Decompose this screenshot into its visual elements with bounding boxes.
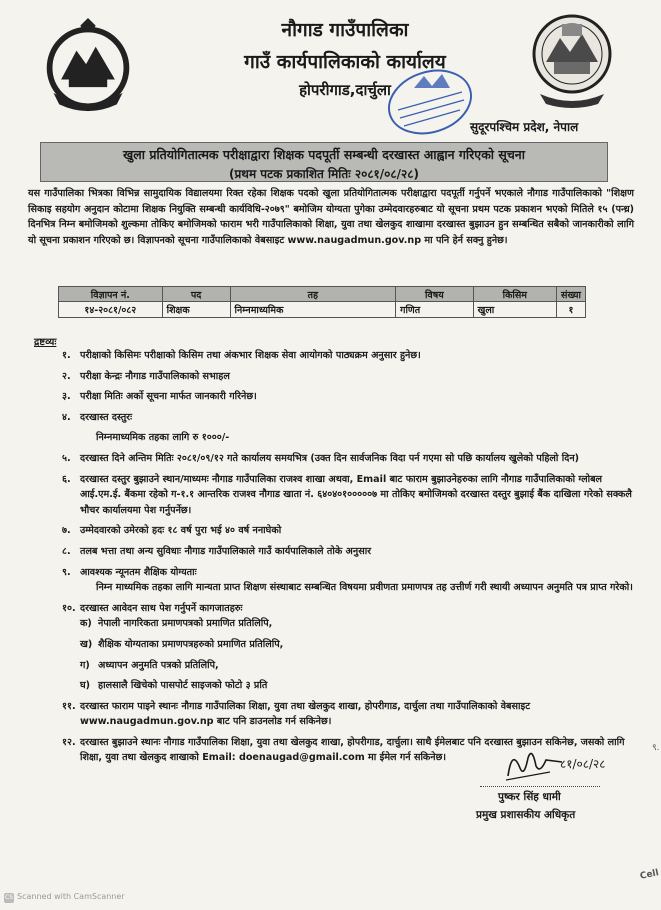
document-item: ख) शैक्षिक योग्यताका प्रमाणपत्रहरुको प्रमाणित प्रतिलिपि, (80, 638, 284, 650)
list-item (36, 544, 636, 560)
document-item: क) नेपाली नागरिकता प्रमाणपत्रको प्रमाणित प्रतिलिपि, (80, 618, 273, 630)
municipality-logo (530, 12, 614, 108)
document-item: ग) अध्यापन अनुमति पत्रको प्रतिलिपि, (80, 659, 219, 671)
province-label: सुदूरपश्चिम प्रदेश, नेपाल (470, 120, 579, 134)
notes-list (36, 348, 636, 766)
office-name: नौगाड गाउँपालिका (281, 19, 409, 41)
signatory-name: पुष्कर सिंह धामी (498, 791, 561, 803)
nepal-emblem-logo (40, 18, 136, 114)
vacancy-table (58, 286, 586, 318)
col-header: किसिम (473, 287, 556, 302)
item-number: ६. (62, 473, 71, 485)
col-header: पद (162, 287, 230, 302)
signatory-title: प्रमुख प्रशासकीय अधिकृत (476, 809, 576, 821)
table-cell: १४-२०८१/०८२ (59, 302, 163, 318)
item-text: आवश्यक न्यूनतम शैक्षिक योग्यताः (80, 566, 197, 578)
col-header: विज्ञापन नं. (59, 287, 163, 302)
item-text: दरखास्त दिने अन्तिम मितिः २०८१/०९/१२ गते कार्यालय समयभित्र (उक्त दिन सार्वजनिक विदा पर्न गएमा सो पछि कार्यालय खुलेको पहिलो दिन) (80, 452, 580, 464)
table-cell: निम्नमाध्यमिक (230, 302, 396, 318)
list-item (36, 565, 636, 581)
list-item (36, 472, 636, 519)
item-number: ९. (62, 566, 71, 578)
item-number: ८. (62, 545, 71, 557)
item-text: दरखास्त दस्तुरः (80, 411, 133, 423)
table-header-row (59, 287, 586, 302)
table-cell: गणित (396, 302, 473, 318)
table-cell: शिक्षक (162, 302, 230, 318)
item-number: ३. (62, 391, 71, 403)
list-item (36, 369, 636, 385)
notes-heading: द्रष्टव्यः (34, 337, 57, 348)
item-number: ७. (62, 525, 71, 537)
item-number: १०. (62, 602, 76, 614)
item-text: दरखास्त आवेदन साथ पेश गर्नुपर्ने कागजातहरुः (80, 602, 243, 614)
item-text: उम्मेदवारको उमेरको हदः १८ वर्ष पुरा भई ४० वर्ष ननाघेको (80, 525, 282, 537)
corner-text: Cell (639, 868, 660, 882)
notice-banner (40, 142, 608, 182)
margin-mark: ९. (652, 743, 660, 753)
table-cell: १ (557, 302, 586, 318)
item-number: २. (62, 370, 71, 382)
list-item (36, 389, 636, 405)
intro-paragraph: यस गाउँपालिका भित्रका विभिन्न सामुदायिक विद्यालयमा रिक्त रहेका शिक्षक पदको खुला प्रतियोगितात्मक परीक्षाद्वारा पदपूर्ती गर्नुपर्ने भएकाले नौगाड गाउँपालिकाको "शिक्षण सिकाइ सहयोग अनुदान कोटामा शिक्षक नियुक्ति सम्बन्धी कार्यविधि-२०७९" बमोजिम योग्यता पुगेका उम्मेदवारहरुबाट यो सूचना प्रथम पटक प्रकाशन भएको मितिले १५ (पन्ध्र) दिनभित्र निम्न बमोजिमको शुल्कमा तोकिए बमोजिमको फाराम भरी गाउँपालिकाको शिक्षा, युवा तथा खेलकुद शाखामा दरखास्त बुझाउन हुन सम्बन्धित सबैको जानकारीको लागि यो सूचना प्रकाशन गरिएको छ। विज्ञापनको सूचना गाउँपालिकाको वेबसाइट www.naugadmun.gov.np मा पनि हेर्न सक्नु हुनेछ। (28, 188, 634, 246)
office-subtitle: गाउँ कार्यपालिकाको कार्यालय (244, 51, 446, 73)
signature-line (480, 786, 600, 787)
scanner-label: Scanned with CamScanner (17, 892, 125, 901)
notice-subtitle: (प्रथम पटक प्रकाशित मितिः २०८१/०८/२८) (228, 167, 420, 181)
list-item (36, 523, 636, 539)
item-text: तलब भत्ता तथा अन्य सुविधाः नौगाड गाउँपालिकाले गाउँ कार्यपालिकाले तोके अनुसार (80, 545, 372, 557)
col-header: विषय (396, 287, 473, 302)
notice-title: खुला प्रतियोगितात्मक परीक्षाद्वारा शिक्षक पदपूर्ती सम्बन्धी दरखास्त आह्वान गरिएको सूचना (123, 147, 525, 162)
list-item (36, 699, 636, 730)
item-text: दरखास्त फाराम पाइने स्थानः नौगाड गाउँपालिका शिक्षा, युवा तथा खेलकुद शाखा, होपरीगाड, दार्चुला तथा गाउँपालिकाको वेबसाइट www.naugadmun.gov.np बाट पनि डाउनलोड गर्न सकिनेछ। (80, 700, 531, 728)
col-header: संख्या (557, 287, 586, 302)
list-item (36, 348, 636, 364)
list-item-detail: निम्नमाध्यमिक तहका लागि रु १०००/- (96, 432, 230, 444)
item-text: दरखास्त दस्तुर बुझाउने स्थान/माध्यमः नौगाड गाउँपालिका राजश्व शाखा अथवा, Email बाट फाराम बुझाउनेहरुका लागि नौगाड गाउँपालिकाको ग्लोबल आई.एम.ई. बैंकमा रहेको ग-१.१ आन्तरिक राजश्व नौगाड खाता नं. ६४०४०१०००००७ मा तोकिए बमोजिमको दरखास्त दस्तुर बुझाई बैंक दाखिला गरेको सक्कलै भौचर कार्यालयमा पेश गर्नुपर्नेछ। (80, 473, 632, 516)
office-location: होपरीगाड,दार्चुला (299, 81, 391, 99)
item-text: परीक्षा मितिः अर्को सूचना मार्फत जानकारी गरिनेछ। (80, 391, 257, 403)
table-cell: खुला (473, 302, 556, 318)
item-text: दरखास्त बुझाउने स्थानः नौगाड गाउँपालिका शिक्षा, युवा तथा खेलकुद शाखा, होपरीगाड, दार्चुला। साथै ईमेलबाट पनि दरखास्त बुझाउन सकिनेछ, जसको लागि शिक्षा, युवा तथा खेलकुद शाखाको Email: doenaugad@gmail.com मा ईमेल गर्न सकिनेछ। (80, 736, 625, 764)
col-header: तह (230, 287, 396, 302)
item-text: परीक्षा केन्द्रः नौगाड गाउँपालिकाको सभाहल (80, 370, 230, 382)
item-number: ५. (62, 452, 71, 464)
item-number: ४. (62, 411, 71, 423)
camscanner-icon: CS (5, 894, 13, 901)
signature (502, 738, 622, 786)
svg-text:८१/०८/२८: ८१/०८/२८ (560, 757, 606, 771)
office-stamp (384, 66, 476, 138)
list-item (36, 601, 636, 617)
item-number: १२. (62, 736, 76, 748)
list-item (36, 451, 636, 467)
list-item (36, 410, 636, 426)
list-item-detail: निम्न माध्यमिक तहका लागि मान्यता प्राप्त शिक्षण संस्थाबाट सम्बन्धित विषयमा प्रवीणता प्रमाणपत्र तह उत्तीर्ण गरी स्थायी अध्यापन अनुमति पत्र प्राप्त गरेको। (96, 582, 633, 594)
item-number: १. (62, 350, 71, 361)
scanner-watermark (4, 892, 125, 903)
item-text: परीक्षाको किसिमः परीक्षाको किसिम तथा अंकभार शिक्षक सेवा आयोगको पाठ्यक्रम अनुसार हुनेछ। (80, 350, 421, 361)
document-item: घ) हालसालै खिचेको पासपोर्ट साइजको फोटो ३ प्रति (80, 680, 268, 692)
table-row (59, 302, 586, 318)
item-number: ११. (62, 700, 76, 712)
